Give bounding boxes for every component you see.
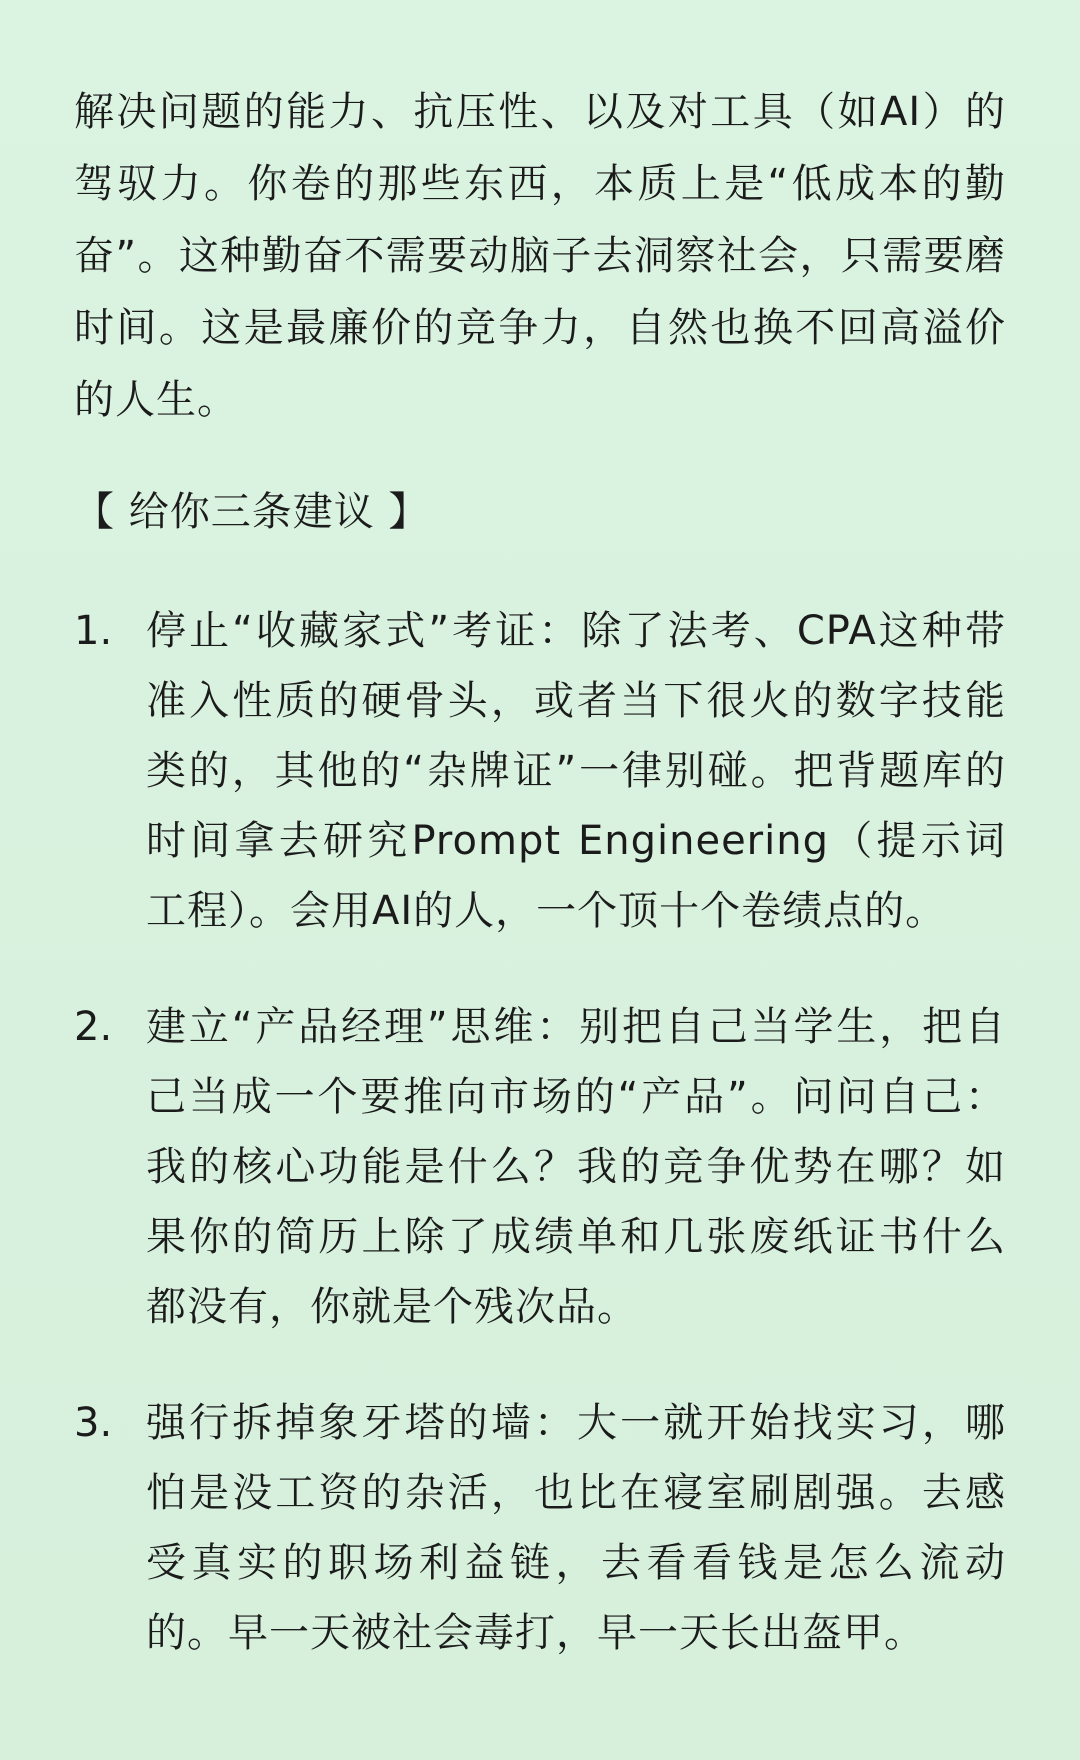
advice-item-2 xyxy=(74,992,1006,1342)
advice-number: 1. xyxy=(74,608,113,654)
advice-item-3 xyxy=(74,1388,1006,1668)
advice-item-1 xyxy=(74,596,1006,946)
advice-text: 建立“产品经理”思维：别把自己当学生，把自己当成一个要推向市场的“产品”。问问自己：我的核心功能是什么？我的竞争优势在哪？如果你的简历上除了成绩单和几张废纸证书什么都没有，你就是个残次品。 xyxy=(146,1004,1006,1330)
advice-number: 2. xyxy=(74,1004,113,1050)
section-heading: 【 给你三条建议 】 xyxy=(74,489,430,535)
advice-text: 停止“收藏家式”考证：除了法考、CPA这种带准入性质的硬骨头，或者当下很火的数字技能类的，其他的“杂牌证”一律别碰。把背题库的时间拿去研究Prompt Engineering（提示词工程）。会用AI的人，一个顶十个卷绩点的。 xyxy=(146,608,1006,934)
intro-paragraph: 解决问题的能力、抗压性、以及对工具（如AI）的驾驭力。你卷的那些东西，本质上是“低成本的勤奋”。这种勤奋不需要动脑子去洞察社会，只需要磨时间。这是最廉价的竞争力，自然也换不回高溢价的人生。 xyxy=(74,89,1006,423)
advice-number: 3. xyxy=(74,1400,113,1446)
advice-list xyxy=(74,596,1006,1668)
advice-text: 强行拆掉象牙塔的墙：大一就开始找实习，哪怕是没工资的杂活，也比在寝室刷剧强。去感受真实的职场利益链，去看看钱是怎么流动的。早一天被社会毒打，早一天长出盔甲。 xyxy=(146,1400,1006,1656)
